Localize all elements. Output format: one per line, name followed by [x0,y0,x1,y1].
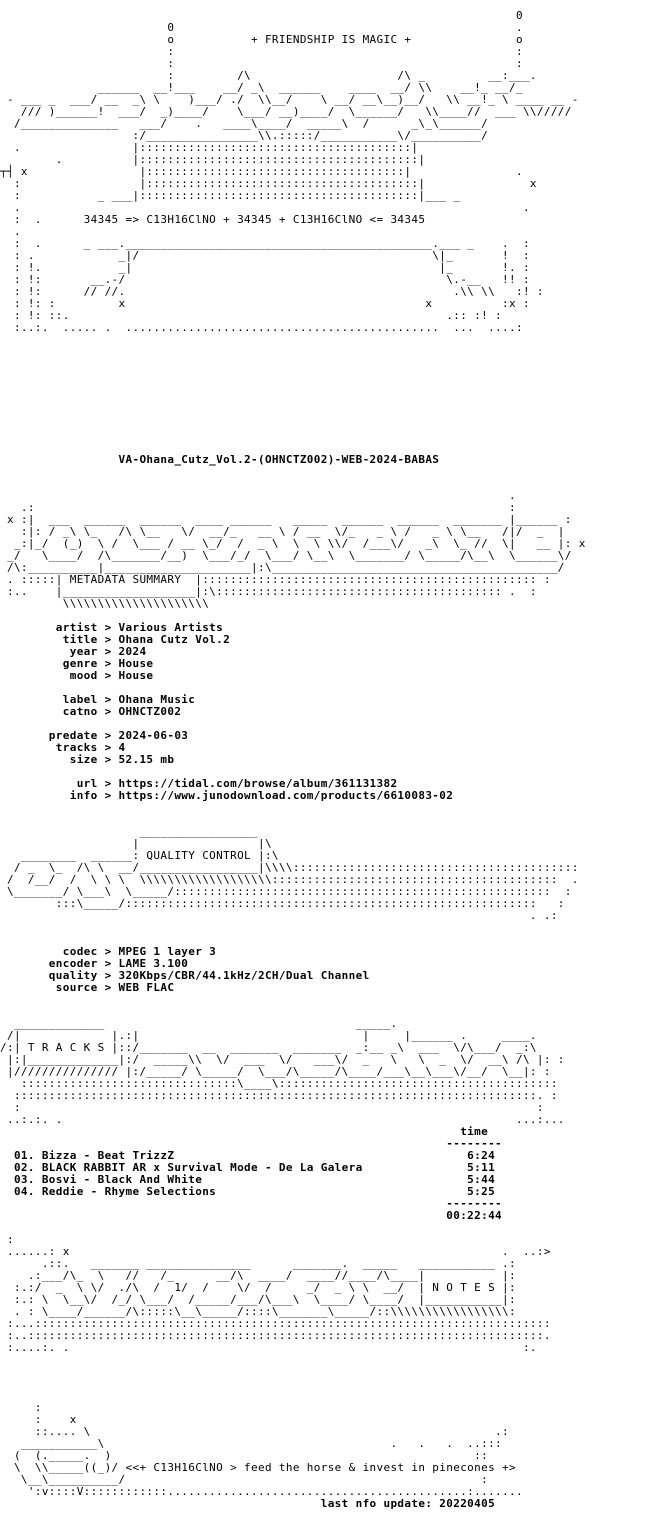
tracks-banner: _____________ _____. /| |.:| | |______ . ____. /:| T R A C K S |::/_______ __ _______ _______ _:__ _\ ___ \/\___/ _:\ |:|_____________|:/ _____\\ \/ ___ \/ ___\/ _ \ \ _ \/ __\ /\ |: : |/////////////// |:/_____/ \_____/ \___/\_____/\____/___\__\___\/__/ \__|: : :::::::::::::::::::::::::::::::\____\:::::::::::::::::::::::::::::::::::::::: :::::::::::::::::::::::::::::::::::::::::::::::::::::::::::::::::::::::::::. : : : ..:.:. . ...:... [0,1017,565,1126]
last-update-line: last nfo update: 20220405 [0,1497,496,1510]
notes-banner: : ......: x . ..:> .::. _______ _______________ _______. _____ ___________ .: .:___/\_ \ // /_ __/\ ____/ ____//____/\____| |: :.:/ _ \ \/ ./\ / 1/ / \/ / _/ _ \ \ __/ | N O T E S |: :.: \ \__\/ /_/ \___/ /_____/___/\___\ \____/ \____/ |___________|: . : \____/______/\:::::\__\_____/::::\_______\_____/::\\\\\\\\\\\\\\\\\: :...:::::::::::::::::::::::::::::::::::::::::::::::::::::::::::::::::::::::::: :..::::::::::::::::::::::::::::::::::::::::::::::::::::::::::::::::::::::::::. :....:. . :. [6,1233,551,1354]
metadata-summary: artist > Various Artists title > Ohana Cutz Vol.2 year > 2024 genre > House mood > House label > Ohana Music catno > OHNCTZ002 predate > 2024-06-03 tracks > 4 size > 52.15 mb url > https://tidal.com/browse/album/361131382 info > https://www.junodownload.com/products/6610083-02 [48,621,454,802]
metadata-summary-banner: . .: : x :| ___ ______ ______ ____ ______ _____ ______ ______ _______ |______ : :|: / _\ \_ /\ \__ \/ __/_ __ \ / __ \/_ _ \ / _ \ \__ /|/ _ | _:|_/ (_) \ / \___ / __ \_/ / _ \ \ \ \\/ /___\/ _\ \_ // \| __ |: x _/ \____/ /\_______/__) \___/_/ \___/ \__\ \_______/ \_____/\__\ \______\/ /\:__________|_____________________|:\_________________________________________/ . :::::| METADATA SUMMARY |:::::::::::::::::::::::::::::::::::::::::::::::: : :.. |___________________|:\::::::::::::::::::::::::::::::::::::::::: . : \\\\\\\\\\\\\\\\\\\\\ [6,489,586,610]
footer-ascii-art: : : x ::.... \ .: ___________\ . . . ..::: ( (._____. ) :: \ \\_____((_)/ <<+ C13H16ClNO > feed the horse & invest in pinecones +> \__\__________/ : ':v::::V::::::::::::...........................................:....... [13,1401,523,1498]
release-name: VA-Ohana_Cutz_Vol.2-(OHNCTZ002)-WEB-2024-BABAS [0,453,440,466]
quality-control-banner: _________________ | |\ ________ ______: QUALITY CONTROL |:\ / _ \_ /\ \ __/_________________|\\\\::::::::::::::::::::::::::::::::::::::::: / /__/ / \ \ \ \\\\\\\\\\\\\\\\\\\::::::::::::::::::::::::::::::::::::::::: . \_______/ \___\ \_____/:::::::::::::::::::::::::::::::::::::::::::::::::::::: : :::\_____/::::::::::::::::::::::::::::::::::::::::::::::::::::::::::: : . .: [6,825,579,922]
track-list: time -------- 01. Bizza - Beat TrizzZ 6:24 02. BLACK RABBIT AR x Survival Mode - De La Galera 5:11 03. Bosvi - Black And White 5:44 04. Reddie - Rhyme Selections 5:25 -------- 00:22:44 [13,1125,503,1222]
quality-control-info: codec > MPEG 1 layer 3 encoder > LAME 3.100 quality > 320Kbps/CBR/44.1kHz/2CH/Dual Channel source > WEB FLAC [48,945,370,994]
header-ascii-art: 0 0 . o + FRIENDSHIP IS MAGIC + o : : : : : /\ /\ _ __:___. ______ __!___ __/ _\ ______ ____ __/ \\ __!_ __/_ - ___ _ ___/ __ _\ \ )___/ ./ \\__/ \ __/ __\__)__/ \\ __!_ \ ____ __ - /// )______! ___/ _)____/ \___/ __)____/ \______/ \\____// ___ \\///// /______________ ___/ . ____\____/ _____\ / _\_\______/ :/________________\\.:::::/___________\/__________/ . |:::::::::::::::::::::::::::::::::::::::| . |::::::::::::::::::::::::::::::::::::::::| ┬┤ x |:::::::::::::::::::::::::::::::::::::| . : |:::::::::::::::::::::::::::::::::::::::| x : _ ___|::::::::::::::::::::::::::::::::::::::::|___ _ . . : . 34345 => C13H16ClNO + 34345 + C13H16ClNO <= 34345 . : . _ ___.____________________________________________.___ _ . : : . _|/ \|_ ! : : !. _| |_ !. : : !: __.-/ \.-__ !! : : !: // //. .\\ \\ :! : : !: : x x :x : : !: ::. .:: :! : :..:. ..... . ............................................. ... ....: [0,9,579,334]
